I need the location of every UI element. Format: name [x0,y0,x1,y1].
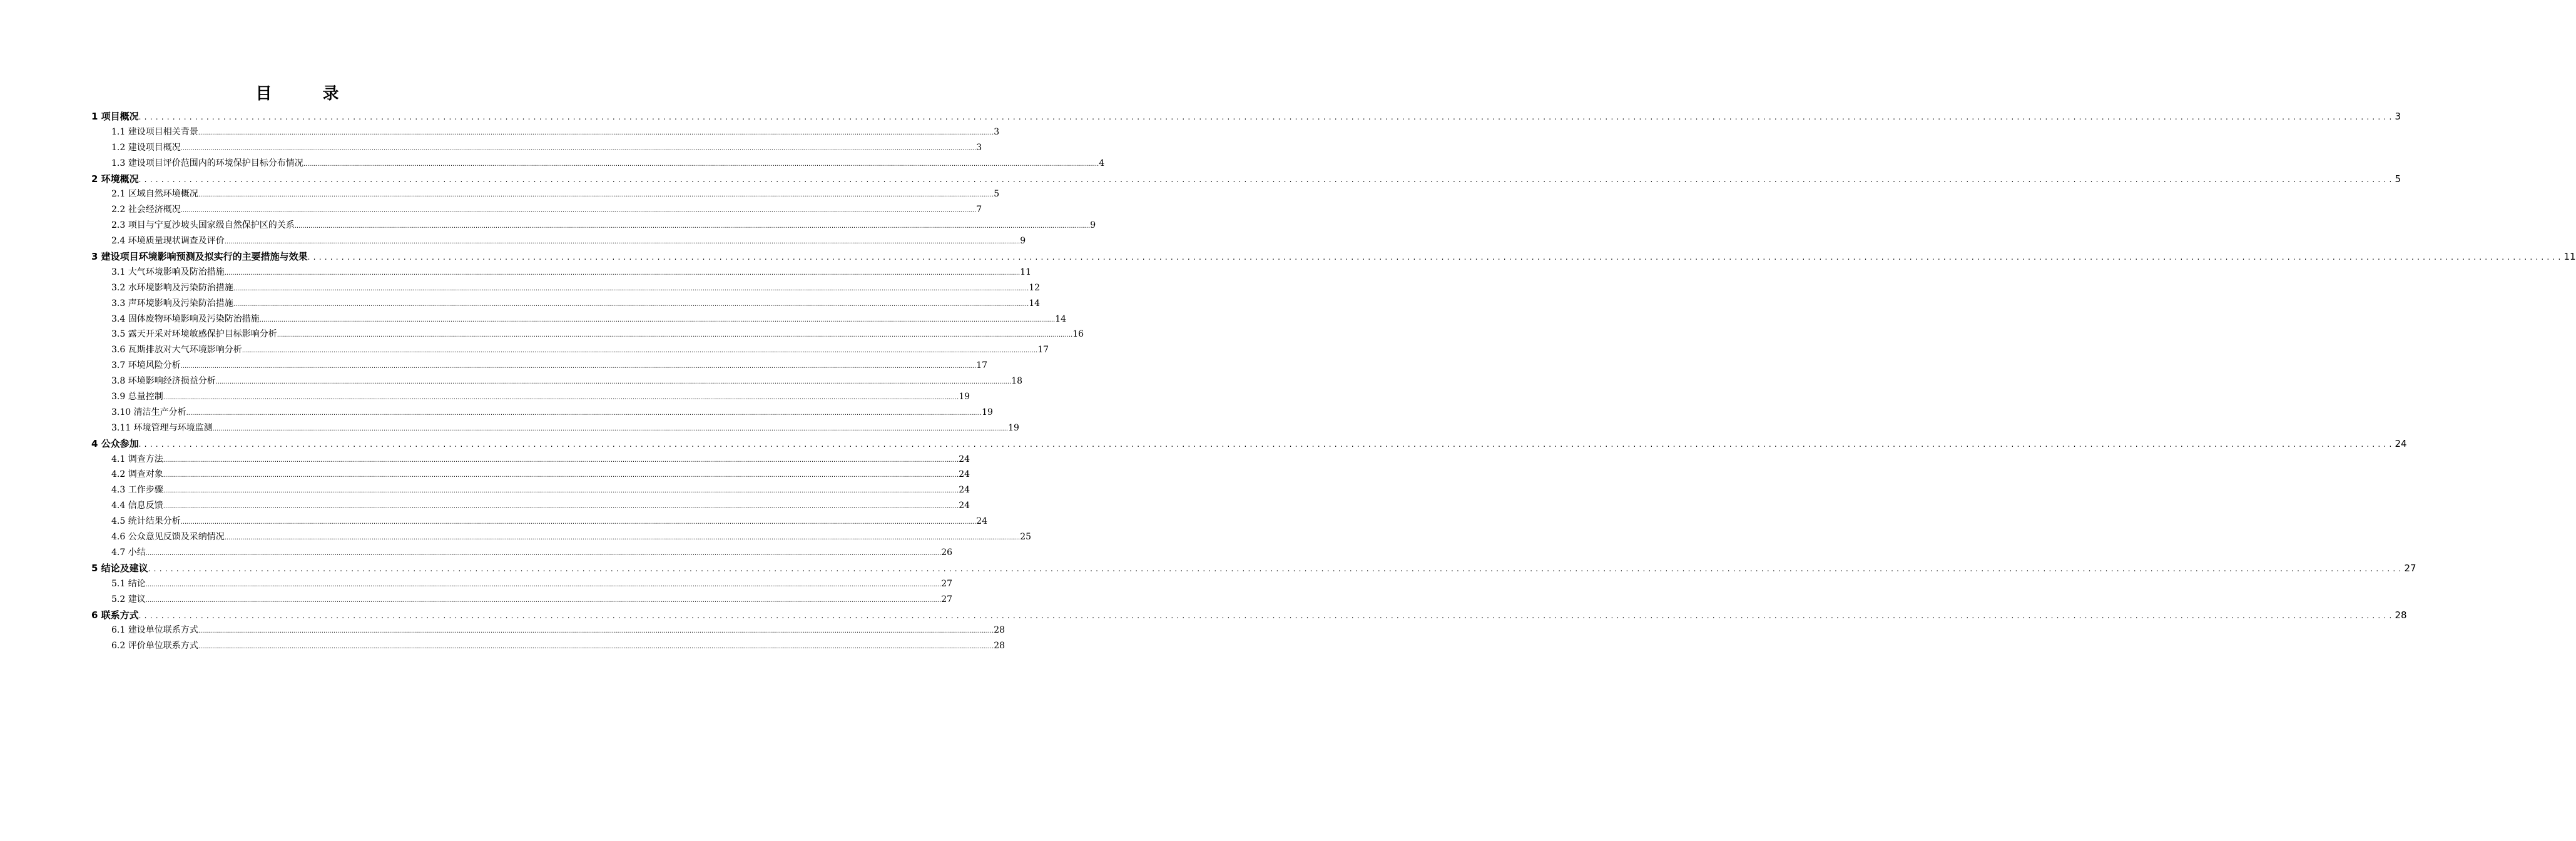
toc-entry-page-number: 5 [994,189,1000,200]
toc-entry-label: 4.7 小结 [111,547,146,558]
toc-entry-page-number: 16 [1072,329,1084,340]
toc-leader-dots: ................................................................................................................................................................................................................................................................................................................................................................................................................ [224,238,1021,246]
toc-entry-page-number: 14 [1055,313,1067,324]
toc-section-entry[interactable] [91,281,1041,297]
toc-leader-dots: ................................................................................................................................................................................................................................................................................................................................................................................................................ [180,145,977,152]
toc-entry-page-number: 27 [941,594,953,604]
toc-entry-label: 3.6 瓦斯排放对大气环境影响分析 [111,345,242,355]
toc-section-entry[interactable] [91,639,1005,655]
toc-entry-page-number: 7 [976,205,982,215]
toc-entry-page-number: 19 [959,392,970,402]
toc-entry-page-number: 24 [2395,437,2407,449]
toc-entry-label: 5.2 建议 [111,594,146,604]
toc-entry-label: 2.2 社会经济概况 [111,205,181,215]
toc-entry-page-number: 28 [2395,609,2407,621]
toc-entry-label: 3.2 水环境影响及污染防治措施 [111,282,233,293]
toc-entry-page-number: 9 [1090,220,1096,231]
toc-entry-label: 1.1 建设项目相关背景 [111,126,198,137]
toc-entry-page-number: 18 [1011,376,1023,387]
toc-entry-page-number: 11 [2563,251,2576,263]
toc-section-entry[interactable] [91,467,970,483]
toc-entry-page-number: 19 [1008,422,1019,433]
toc-entry-page-number: 3 [2395,111,2401,122]
toc-entry-label: 2.4 环境质量现状调查及评价 [111,236,225,247]
toc-section-entry[interactable] [91,312,1067,328]
toc-section-entry[interactable] [91,390,970,405]
toc-leader-dots: ................................................................................................................................................................................................................................................................................................................................................................................................................ [138,175,2395,184]
toc-section-entry[interactable] [91,593,953,608]
toc-section-entry[interactable] [91,514,988,530]
toc-leader-dots: ................................................................................................................................................................................................................................................................................................................................................................................................................ [163,487,959,495]
toc-leader-dots: ................................................................................................................................................................................................................................................................................................................................................................................................................ [224,269,1021,277]
toc-section-entry[interactable] [91,343,1049,359]
toc-entry-label: 1.2 建设项目概况 [111,142,181,153]
toc-entry-page-number: 4 [1099,158,1105,168]
toc-entry-label: 5.1 结论 [111,578,146,589]
toc-leader-dots: ................................................................................................................................................................................................................................................................................................................................................................................................................ [198,628,994,635]
toc-leader-dots: ................................................................................................................................................................................................................................................................................................................................................................................................................ [242,347,1038,355]
toc-section-entry[interactable] [91,297,1041,312]
toc-leader-dots: ................................................................................................................................................................................................................................................................................................................................................................................................................ [233,300,1029,308]
toc-leader-dots: ................................................................................................................................................................................................................................................................................................................................................................................................................ [138,611,2395,620]
toc-entry-label: 4.6 公众意见反馈及采纳情况 [111,532,225,543]
toc-entry-page-number: 3 [994,126,1000,137]
toc-entry-label: 3.7 环境风险分析 [111,360,181,371]
toc-leader-dots: ................................................................................................................................................................................................................................................................................................................................................................................................................ [145,596,942,604]
toc-section-entry[interactable] [91,499,970,514]
toc-title: 目 录 [255,84,362,103]
toc-section-entry[interactable] [91,374,1023,390]
toc-entry-label: 3.11 环境管理与环境监测 [111,422,213,433]
toc-entry-label: 3.9 总量控制 [111,392,163,402]
toc-section-entry[interactable] [91,218,1096,234]
toc-entry-page-number: 17 [1037,345,1049,355]
toc-chapter-entry[interactable] [91,608,2407,624]
toc-entry-label: 3.8 环境影响经济损益分析 [111,376,216,387]
toc-entry-page-number: 9 [1020,236,1026,247]
table-of-contents [91,110,2576,655]
toc-leader-dots: ................................................................................................................................................................................................................................................................................................................................................................................................................ [277,332,1073,339]
toc-entry-label: 1.3 建设项目评价范围内的环境保护目标分布情况 [111,158,303,168]
toc-entry-page-number: 24 [959,469,970,480]
toc-entry-label: 3.3 声环境影响及污染防治措施 [111,298,233,308]
toc-entry-label: 3.10 清洁生产分析 [111,407,186,417]
toc-leader-dots: ................................................................................................................................................................................................................................................................................................................................................................................................................ [233,285,1029,292]
toc-leader-dots: ................................................................................................................................................................................................................................................................................................................................................................................................................ [186,409,982,417]
toc-leader-dots: ................................................................................................................................................................................................................................................................................................................................................................................................................ [163,394,959,402]
toc-leader-dots: ................................................................................................................................................................................................................................................................................................................................................................................................................ [180,519,977,526]
toc-section-entry[interactable] [91,546,953,561]
toc-leader-dots: ................................................................................................................................................................................................................................................................................................................................................................................................................ [138,113,2395,121]
toc-entry-page-number: 26 [941,547,953,558]
toc-entry-page-number: 24 [959,501,970,511]
toc-entry-label: 6.1 建设单位联系方式 [111,625,198,636]
toc-entry-label: 6.2 评价单位联系方式 [111,641,198,651]
toc-chapter-entry[interactable] [91,110,2401,125]
toc-entry-label: 2.3 项目与宁夏沙坡头国家级自然保护区的关系 [111,220,295,231]
toc-entry-label: 4.3 工作步骤 [111,485,163,496]
toc-chapter-entry[interactable] [91,250,2576,265]
toc-leader-dots: ................................................................................................................................................................................................................................................................................................................................................................................................................ [259,316,1056,324]
toc-entry-label: 6 联系方式 [91,609,139,621]
toc-entry-label: 4.5 统计结果分析 [111,516,181,527]
toc-entry-label: 2.1 区域自然环境概况 [111,189,198,200]
toc-section-entry[interactable] [91,203,982,218]
toc-section-entry[interactable] [91,577,953,593]
toc-entry-label: 4.4 信息反馈 [111,501,163,511]
toc-leader-dots: ................................................................................................................................................................................................................................................................................................................................................................................................................ [163,472,959,479]
toc-entry-page-number: 24 [959,454,970,464]
toc-section-entry[interactable] [91,125,1000,141]
toc-entry-label: 3.4 固体废物环境影响及污染防治措施 [111,313,260,324]
toc-entry-label: 3.1 大气环境影响及防治措施 [111,267,225,277]
toc-section-entry[interactable] [91,156,1105,172]
toc-entry-page-number: 17 [976,360,988,371]
toc-leader-dots: ................................................................................................................................................................................................................................................................................................................................................................................................................ [163,456,959,464]
toc-section-entry[interactable] [91,530,1032,546]
toc-entry-label: 4 公众参加 [91,437,139,449]
toc-leader-dots: ................................................................................................................................................................................................................................................................................................................................................................................................................ [215,379,1012,386]
toc-entry-page-number: 14 [1029,298,1041,308]
toc-section-entry[interactable] [91,187,1000,203]
toc-leader-dots: ................................................................................................................................................................................................................................................................................................................................................................................................................ [294,223,1091,230]
toc-leader-dots: ................................................................................................................................................................................................................................................................................................................................................................................................................ [180,207,977,215]
toc-entry-label: 4.1 调查方法 [111,454,163,464]
toc-chapter-entry[interactable] [91,437,2407,452]
toc-section-entry[interactable] [91,327,1084,343]
toc-section-entry[interactable] [91,452,970,468]
toc-entry-page-number: 19 [982,407,993,417]
toc-leader-dots: ................................................................................................................................................................................................................................................................................................................................................................................................................ [138,439,2395,449]
toc-leader-dots: ................................................................................................................................................................................................................................................................................................................................................................................................................ [145,549,942,557]
toc-entry-label: 5 结论及建议 [91,562,148,574]
toc-leader-dots: ................................................................................................................................................................................................................................................................................................................................................................................................................ [198,643,994,651]
toc-entry-label: 3.5 露天开采对环境敏感保护目标影响分析 [111,329,277,340]
toc-entry-page-number: 28 [994,641,1005,651]
toc-entry-page-number: 11 [1020,267,1032,277]
toc-entry-label: 3 建设项目环境影响预测及拟实行的主要措施与效果 [91,251,308,263]
toc-entry-page-number: 27 [2404,562,2416,574]
toc-leader-dots: ................................................................................................................................................................................................................................................................................................................................................................................................................ [148,564,2405,573]
toc-leader-dots: ................................................................................................................................................................................................................................................................................................................................................................................................................ [212,425,1009,432]
toc-entry-page-number: 27 [941,578,953,589]
toc-section-entry[interactable] [91,483,970,499]
toc-entry-page-number: 24 [959,485,970,496]
toc-leader-dots: ................................................................................................................................................................................................................................................................................................................................................................................................................ [224,534,1021,542]
toc-entry-page-number: 3 [976,142,982,153]
toc-section-entry[interactable] [91,234,1026,250]
toc-leader-dots: ................................................................................................................................................................................................................................................................................................................................................................................................................ [303,160,1099,168]
toc-entry-page-number: 24 [976,516,988,527]
toc-section-entry[interactable] [91,141,982,156]
toc-entry-page-number: 28 [994,625,1005,636]
toc-section-entry[interactable] [91,405,993,421]
toc-entry-page-number: 5 [2395,173,2401,185]
toc-section-entry[interactable] [91,623,1005,639]
toc-leader-dots: ................................................................................................................................................................................................................................................................................................................................................................................................................ [198,191,994,199]
toc-entry-label: 2 环境概况 [91,173,139,185]
toc-leader-dots: ................................................................................................................................................................................................................................................................................................................................................................................................................ [307,253,2564,262]
toc-chapter-entry[interactable] [91,172,2401,188]
toc-leader-dots: ................................................................................................................................................................................................................................................................................................................................................................................................................ [198,129,994,136]
toc-leader-dots: ................................................................................................................................................................................................................................................................................................................................................................................................................ [145,581,942,588]
toc-entry-label: 1 项目概况 [91,111,139,122]
toc-entry-page-number: 25 [1020,532,1032,543]
toc-section-entry[interactable] [91,265,1032,281]
toc-leader-dots: ................................................................................................................................................................................................................................................................................................................................................................................................................ [163,503,959,511]
toc-section-entry[interactable] [91,421,1019,437]
toc-section-entry[interactable] [91,359,988,374]
toc-entry-label: 4.2 调查对象 [111,469,163,480]
toc-leader-dots: ................................................................................................................................................................................................................................................................................................................................................................................................................ [180,363,977,370]
toc-chapter-entry[interactable] [91,561,2416,577]
toc-entry-page-number: 12 [1029,282,1041,293]
